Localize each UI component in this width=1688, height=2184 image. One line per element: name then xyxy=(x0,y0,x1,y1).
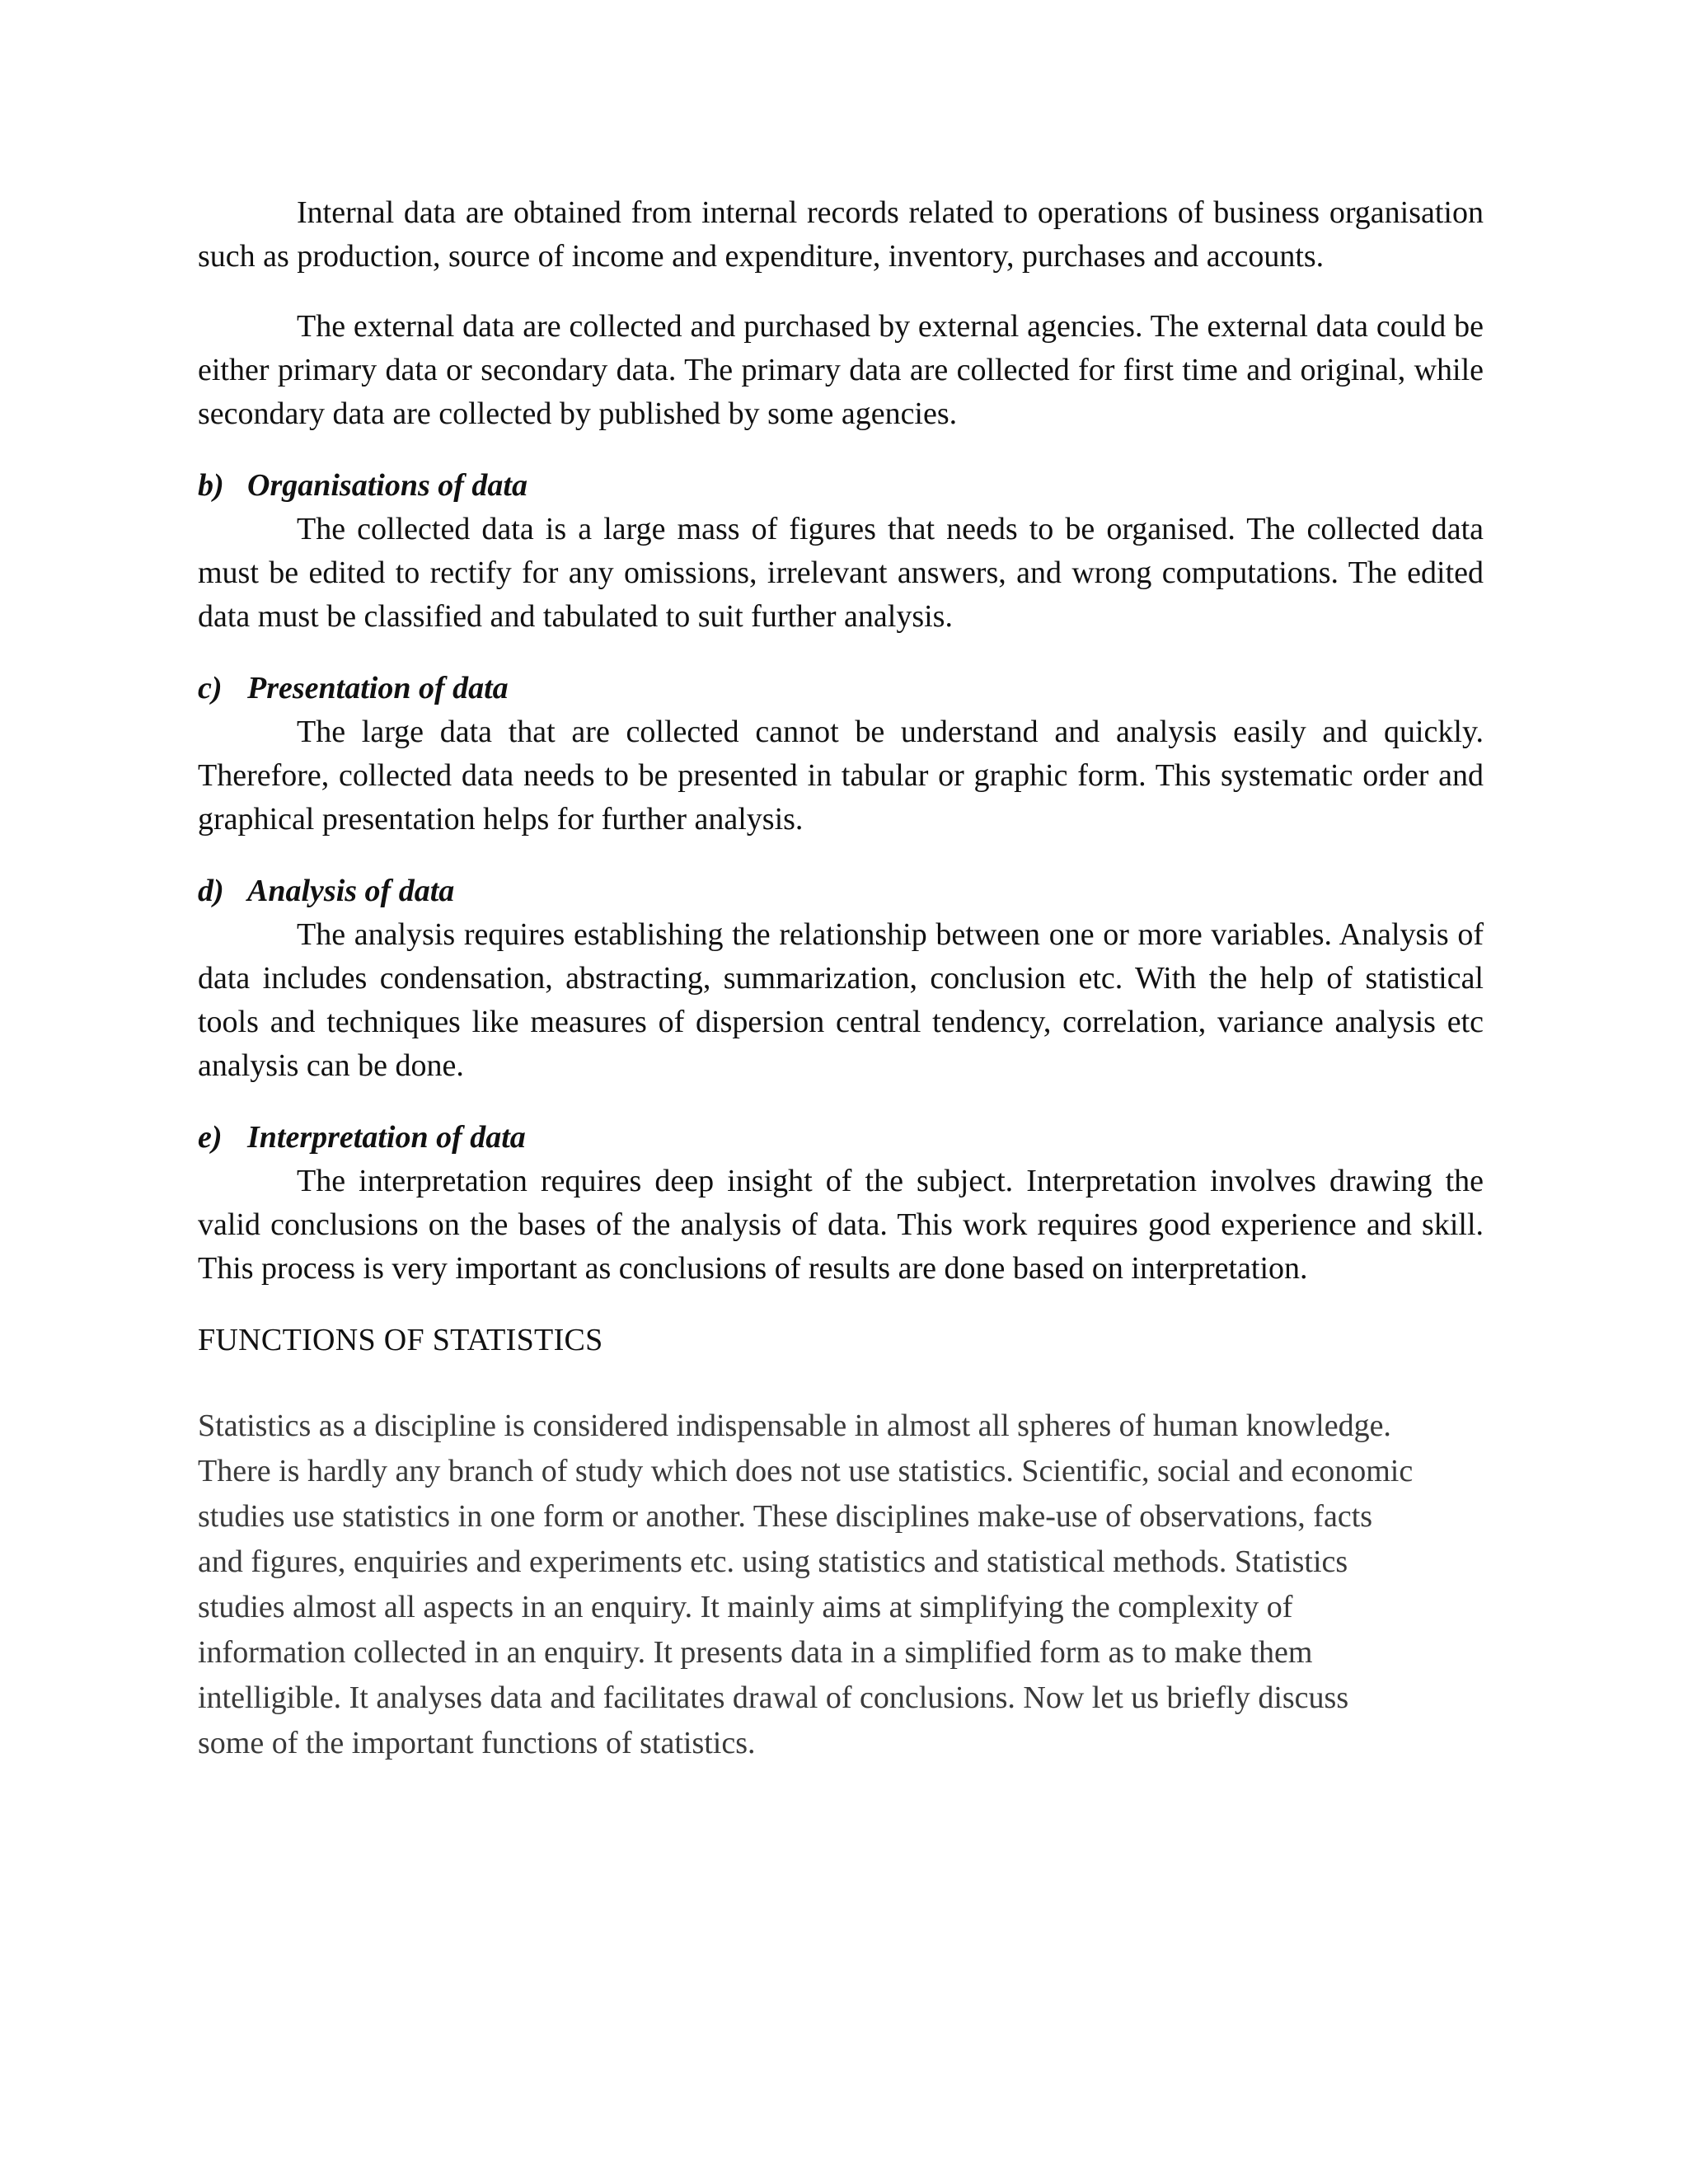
section-marker: b) xyxy=(198,468,224,503)
section-heading xyxy=(198,1116,1484,1160)
functions-line: studies almost all aspects in an enquiry. It mainly aims at simplifying the complexity of xyxy=(198,1590,1293,1624)
section-title: Presentation of data xyxy=(247,671,509,705)
document-page xyxy=(198,191,1484,1766)
functions-body xyxy=(198,1404,1484,1766)
section-heading xyxy=(198,667,1484,710)
section-presentation xyxy=(198,667,1484,841)
paragraph-external-data: The external data are collected and purchased by external agencies. The external data could be either primary data or secondary data. The primary data are collected for first time and original, while secondary data are collected by published by some agencies. xyxy=(198,309,1484,431)
section-body: The large data that are collected cannot be understand and analysis easily and quickly. Therefore, collected data needs to be presented in tabular or graphic form. This systematic order and graphical presentation helps for further analysis. xyxy=(198,715,1484,837)
section-interpretation xyxy=(198,1116,1484,1291)
functions-line: some of the important functions of statistics. xyxy=(198,1726,756,1760)
paragraph-internal-data: Internal data are obtained from internal records related to operations of business organisation such as production, source of income and expenditure, inventory, purchases and accounts. xyxy=(198,195,1484,274)
section-body: The analysis requires establishing the relationship between one or more variables. Analysis of data includes condensation, abstracting, summarization, conclusion etc. With the help of statistical tools and techniques like measures of dispersion central tendency, correlation, variance analysis etc analysis can be done. xyxy=(198,917,1484,1083)
section-marker: d) xyxy=(198,874,224,908)
functions-heading: FUNCTIONS OF STATISTICS xyxy=(198,1323,603,1357)
section-body: The interpretation requires deep insight of the subject. Interpretation involves drawing the valid conclusions on the bases of the analysis of data. This work requires good experience and skill. This process is very important as conclusions of results are done based on interpretation. xyxy=(198,1164,1484,1286)
functions-line: studies use statistics in one form or another. These disciplines make-use of observations, facts xyxy=(198,1499,1373,1534)
section-analysis xyxy=(198,869,1484,1088)
functions-line: Statistics as a discipline is considered indispensable in almost all spheres of human knowledge. xyxy=(198,1408,1391,1443)
section-title: Analysis of data xyxy=(247,874,455,908)
section-heading xyxy=(198,464,1484,508)
functions-line: intelligible. It analyses data and facilitates drawal of conclusions. Now let us briefly discuss xyxy=(198,1680,1349,1715)
section-body: The collected data is a large mass of figures that needs to be organised. The collected data must be edited to rectify for any omissions, irrelevant answers, and wrong computations. The edited data must be classified and tabulated to suit further analysis. xyxy=(198,512,1484,634)
section-marker: c) xyxy=(198,671,223,705)
section-heading xyxy=(198,869,1484,913)
functions-line: and figures, enquiries and experiments etc. using statistics and statistical methods. Statistics xyxy=(198,1544,1348,1579)
section-marker: e) xyxy=(198,1120,223,1155)
section-title: Organisations of data xyxy=(247,468,528,503)
functions-line: information collected in an enquiry. It presents data in a simplified form as to make them xyxy=(198,1635,1313,1670)
section-title: Interpretation of data xyxy=(247,1120,526,1155)
functions-line: There is hardly any branch of study which does not use statistics. Scientific, social and economic xyxy=(198,1454,1414,1488)
section-organisation xyxy=(198,464,1484,639)
